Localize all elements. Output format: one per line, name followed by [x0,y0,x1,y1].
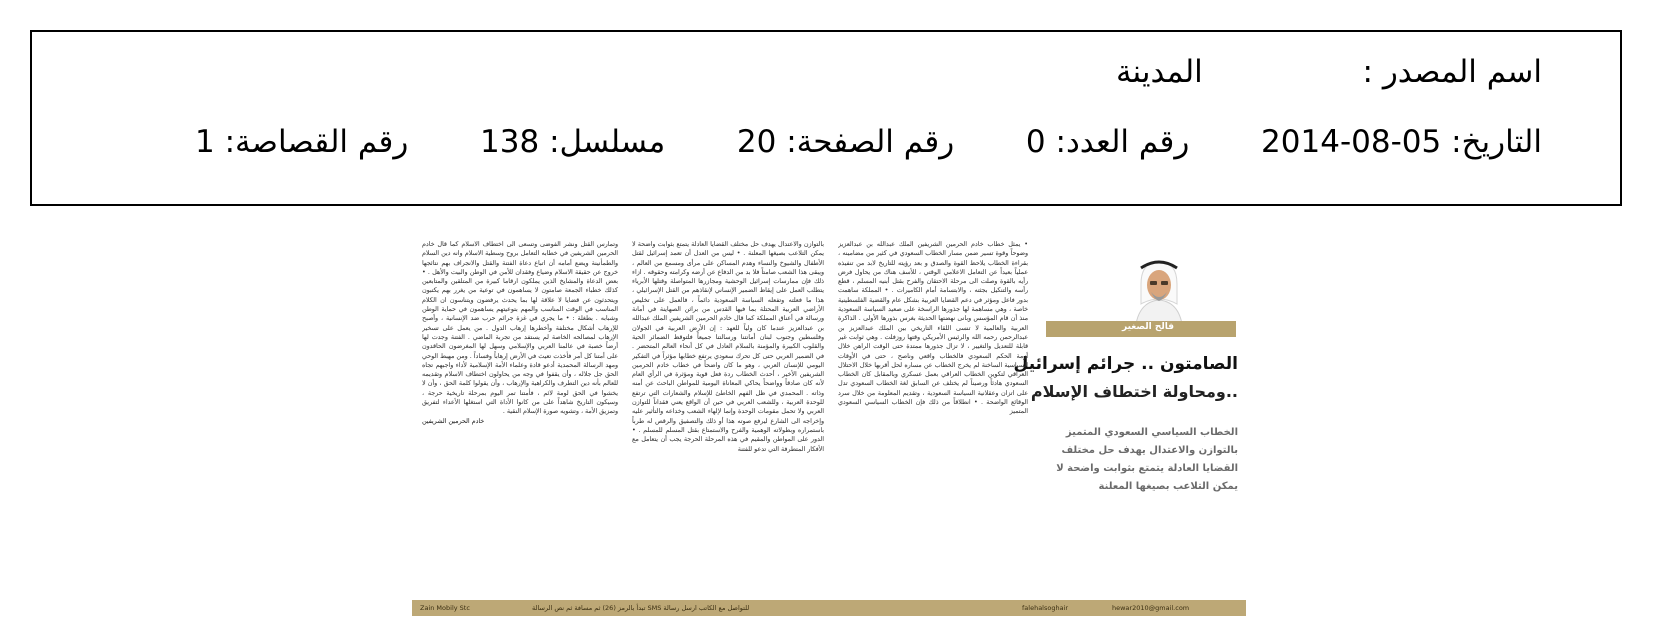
headline-main: الصامتون .. جرائم إسرائيل [1013,354,1238,374]
clipping-value: 1 [195,124,215,160]
article-column-2 [632,240,824,598]
headline-sub: ..ومحاولة اختطاف الإسلام [1030,382,1238,401]
article-column-1 [838,240,1028,598]
column-1-text: • يمثل خطاب خادم الحرمين الشريفين الملك عبدالله بن عبدالعزيز وضوحاً وقوة تسير ضمن مسار الخطاب السعودي في كثير من مضامينه ، بقراءة الخطاب يلاحظ القوة والصدق و بعد رؤيته للتاريخ لابد من تنفيذه عملياً بعيداً عن التعامل الاعلامي الوقتي ، للأسف هناك من يحاول فرض رأيه بالقوة وصلت الى مرحلة الاحتقان والفرح بقتل أبنيه المسلم ، قطع رأسه والتنكيل بجثته ، والابتسامة أمام الكاميرات . • المملكة ساهمت بدور فاعل ومؤثر في دعم القضايا العربية بشكل عام والقضية الفلسطينية خاصة ، وهي مساهمة لها جذورها الراسخة على صعيد السياسة السعودية منذ أن قام المؤسس وبانى نهضتها الحديثة بغرس بذورها الأولى . الذاكرة العربية والعالمية لا تنسى اللقاء التاريخي بين الملك عبدالعزيز بن عبدالرحمن رحمه الله والرئيس الأمريكي وقتها روزفلت . وهي ثوابت غير قابلة للتعديل والتغيير ، لا تزال جذورها ممتدة حتى الوقت الراهن خلال أزمة الحكم السعودي فالخطاب واقعي وناصح ، حتى في الأوقات السياسية الساخنة لم يخرج الخطاب عن مساره لحل أقربها خلال الاحتلال العراقي لتكوين الخطاب العراقي بعمل عسكري وبالمقابل كان الخطاب السعودي هادئاً ورصيناً لم يختلف عن السابق لغة الخطاب السعودي تدل على اتزان وعقلانية السياسة السعودية ، وتقديم المعلومة من خلال سرد الوقائع الواضحة . • انطلاقاً من ذلك فإن الخطاب السياسي السعودي المتميز [838,241,1028,416]
issue-value: 0 [1025,124,1046,160]
author-name: فالح الصغير [1122,322,1174,332]
serial-value: 138 [480,124,540,160]
page-value: 20 [736,124,777,160]
lead-paragraph: الخطاب السياسي السعودي المتميز بالتوازن والاعتدال يهدف حل مختلف القضايا العادلة يتمتع بثوابت واضحة لا يمكن التلاعب بصيغها المعلنة [1056,427,1238,492]
source-metadata-box [30,30,1622,206]
date-label: التاريخ: [1451,124,1542,160]
footer-carriers: Zain Mobily Stc [420,604,470,612]
newspaper-clipping [412,226,1246,616]
source-row [1116,54,1542,90]
page-label: رقم الصفحة: [786,124,955,160]
footer-email: hewar2010@gmail.com [1112,604,1190,612]
article-column-3 [422,240,618,598]
footer-twitter: falehalsoghair [1022,604,1069,612]
column-3-text: وتمارس القتل ونشر الفوضى وتسعى الى اختطاف الاسلام كما قال خادم الحرمين الشريفين في خطابه التعامل بروح وسطية الاسلام وانه دين السلام والطمأنينة ويضع أمامه أن اتباع دعاة الفتنة والقتل والانجراف بهم نتائجها خروج عن حقيقة الاسلام وضياع وفقدان للأمن في الوطن والبيت والأهل . • بعض الدعاة والمشايخ الذين يملكون ارقاما كبيرة من المتلقين والمتابعين كذلك خطباء الجمعة صامتون لا يساهمون في توعية من يغرر بهم يكتبون ويتحدثون عن قضايا لا علاقة لها بما يحدث يرفضون ويتناسون ان الكلام المناسب في الوقت المناسب والمهم بتوعيتهم يساهمون في حماية الوطن وشبابه . بطغلة : • ما يجري في غزة جرائم حرب ضد الإنسانية ، وأصبح للإرهاب أشكال مختلفة وأخطرها إرهاب الدول . من يعمل على تسخير الإرهاب لمصالحه الخاصة لم يستفد من تجربة الماضي . الفتنة وجدت لها أرضاً خصبة في عالمنا العربي والإسلامي وسهل لها المغرضون الحاقدون على أمتنا كل أمر فأخذت تعيث في الأرض إرهاباً وفساداً . ومن مهبط الوحي ومهد الرسالة المحمدية أدعو قادة وعلماء الأمة الإسلامية لأداء واجبهم تجاه الحق جل جلاله ، وأن يقفوا في وجه من يحاولون اختطاف الاسلام وتقديمه للعالم بأنه دين التطرف والكراهية والإرهاب ، وأن يقولوا كلمة الحق ، وأن لا يخشوا في الحق لومة لائم ، فأمتنا تمر اليوم بمرحلة تاريخية حرجة ، وسيكون التاريخ شاهداً على من كانوا الأداة التي استغلها الأعداء لتفريق وتمزيق الأمة ، وتشويه صورة الإسلام النقية . [422,241,618,416]
serial-label: مسلسل: [549,124,666,160]
source-value: المدينة [1115,54,1203,90]
column-2-text: بالتوازن والاعتدال يهدف حل مختلف القضايا العادلة يتمتع بثوابت واضحة لا يمكن التلاعب بصيغها المعلنة . • ليس من العدل أن تعمد إسرائيل لقتل الأطفال والشيوخ والنساء وهدم المساكن على مرأى ومسمع من العالم ، ويبقى هذا الشعب صامتاً فلا بد من الدفاع عن أرضه وكرامته وحقوقه . ازاء ذلك فإن ممارسات إسرائيل الوحشية ومجازرها المتواصلة وقتلها الأبرياء يتطلب العمل على إيقاظ الضمير الإنساني لإنقاذهم من القتل الإسرائيلي ، هذا ما فعلته وتفعله السياسة السعودية دائماً ، فالعمل على تخليص الأراضي العربية المحتلة بما فيها القدس من براثن الصهاينة في أمانة ورسالة في أعناق المملكة كما قال خادم الحرمين الشريفين الملك عبدالله بن عبدالعزيز عندما كان ولياً للعهد : إن الأرض العربية في الجولان وفلسطين وجنوب لبنان أمانتنا ورسالتنا جميعاً فلتوقظ الضمائر الحية والقلوب الكبيرة والمؤمنة بالسلام العادل في كل أنحاء العالم المتحضر . في الضمير العربي حتى كل تحرك سعودي يرتفع خطابها مؤثراً في التفكير اليومي للإنسان العربي ، وهو ما كان واضحاً في خطاب خادم الحرمين الشريفين الأخير ، أحدث الخطاب ردة فعل قوية ومؤثرة في الرأي العام لأنه كان صادقاً وواضحاً يحاكي المعاناة اليومية للمواطن الباحث عن أمنه وذاته . المحمدي في ظل الفهم الخاطئ للإسلام والشعارات التي ترتفع للوحدة العربية ، وللشعب العربي في حين أن الواقع يعني فقداناً للتوازن العربي ولا تحمل مقومات الوحدة وإنما لإلهاء الشعب وخداعه والتأثير عليه وإخراجه الى الشارع ليرفع صوته هذا أو ذلك والتصفيق والرقص له طرباً باستمراره وبطولاته الوهمية والفرح والاستمتاع بقتل المسلم للمسلم . • الدور على المواطن والمقيم في هذه المرحلة الحرجة يجب أن يتعامل مع الأفكار المتطرفة التي تدعو للفتنة [632,241,824,453]
source-label: اسم المصدر : [1362,54,1542,90]
date-value: 2014-08-05 [1261,124,1442,160]
article-signature: خادم الحرمين الشريفين [422,417,485,425]
details-row [195,124,1542,160]
footer-sms: للتواصل مع الكاتب ارسل رسالة SMS تبدأ بالرمز (26) ثم مسافة ثم نص الرسالة [532,604,750,612]
footer-band [412,600,1246,616]
clipping-label: رقم القصاصة: [224,124,409,160]
issue-label: رقم العدد: [1055,124,1190,160]
